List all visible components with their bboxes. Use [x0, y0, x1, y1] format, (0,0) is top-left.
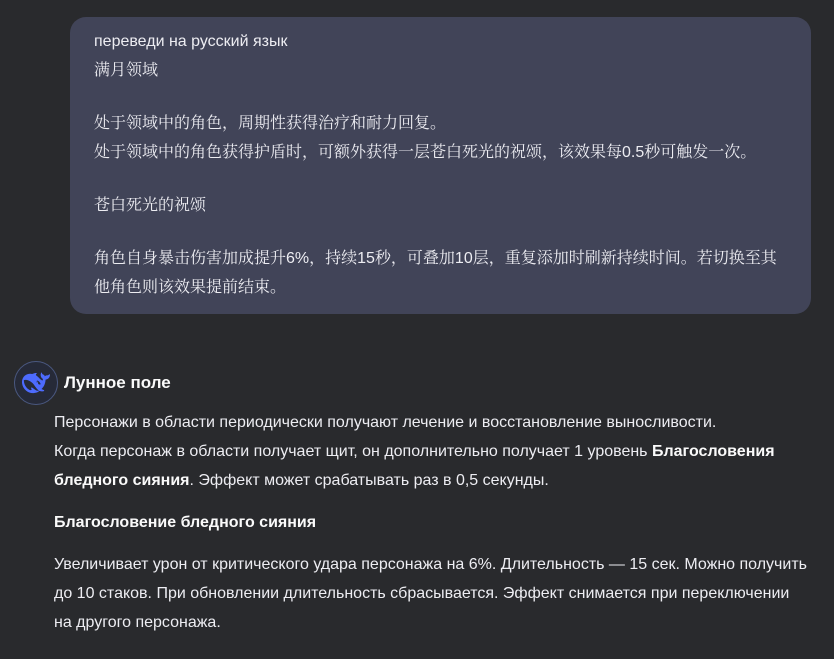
assistant-message	[14, 361, 810, 637]
assistant-subheading	[54, 508, 810, 537]
user-message-paragraph: переведи на русский язык 满月领域	[94, 33, 288, 79]
text-run: Когда персонаж в области получает щит, он дополнительно получает 1 уровень	[54, 443, 652, 460]
assistant-response-body	[54, 408, 810, 637]
text-run: . Эффект может срабатывать раз в 0,5 секунды.	[189, 472, 549, 489]
deepseek-whale-icon	[22, 369, 50, 397]
user-message-paragraph: 处于领域中的角色，周期性获得治疗和耐力回复。 处于领域中的角色获得护盾时，可额外获得一层苍白死光的祝颂，该效果每0.5秒可触发一次。	[94, 115, 757, 161]
bold-text-run: Благословения бледного сияния	[54, 443, 775, 489]
text-run: Благословение бледного сияния	[54, 514, 317, 531]
assistant-paragraph	[54, 408, 810, 495]
user-message-paragraph: 苍白死光的祝颂	[94, 197, 207, 214]
text-run: Увеличивает урон от критического удара персонажа на 6%. Длительность — 15 сек. Можно получить до 10 стаков. При обновлении длительность сбрасывается. Эффект снимается при переключении на другого персонажа.	[54, 556, 807, 631]
assistant-message-header	[14, 361, 810, 405]
assistant-paragraph	[54, 550, 810, 637]
deepseek-whale-path	[22, 373, 50, 394]
user-message-paragraph: 角色自身暴击伤害加成提升6%，持续15秒，可叠加10层，重复添加时刷新持续时间。若切换至其他角色则该效果提前结束。	[94, 250, 777, 296]
user-message-row	[0, 0, 834, 314]
assistant-title: Лунное поле	[64, 373, 171, 392]
assistant-avatar	[14, 361, 58, 405]
user-message-bubble	[70, 17, 811, 314]
text-run: Персонажи в области периодически получают лечение и восстановление выносливости.	[54, 414, 717, 431]
